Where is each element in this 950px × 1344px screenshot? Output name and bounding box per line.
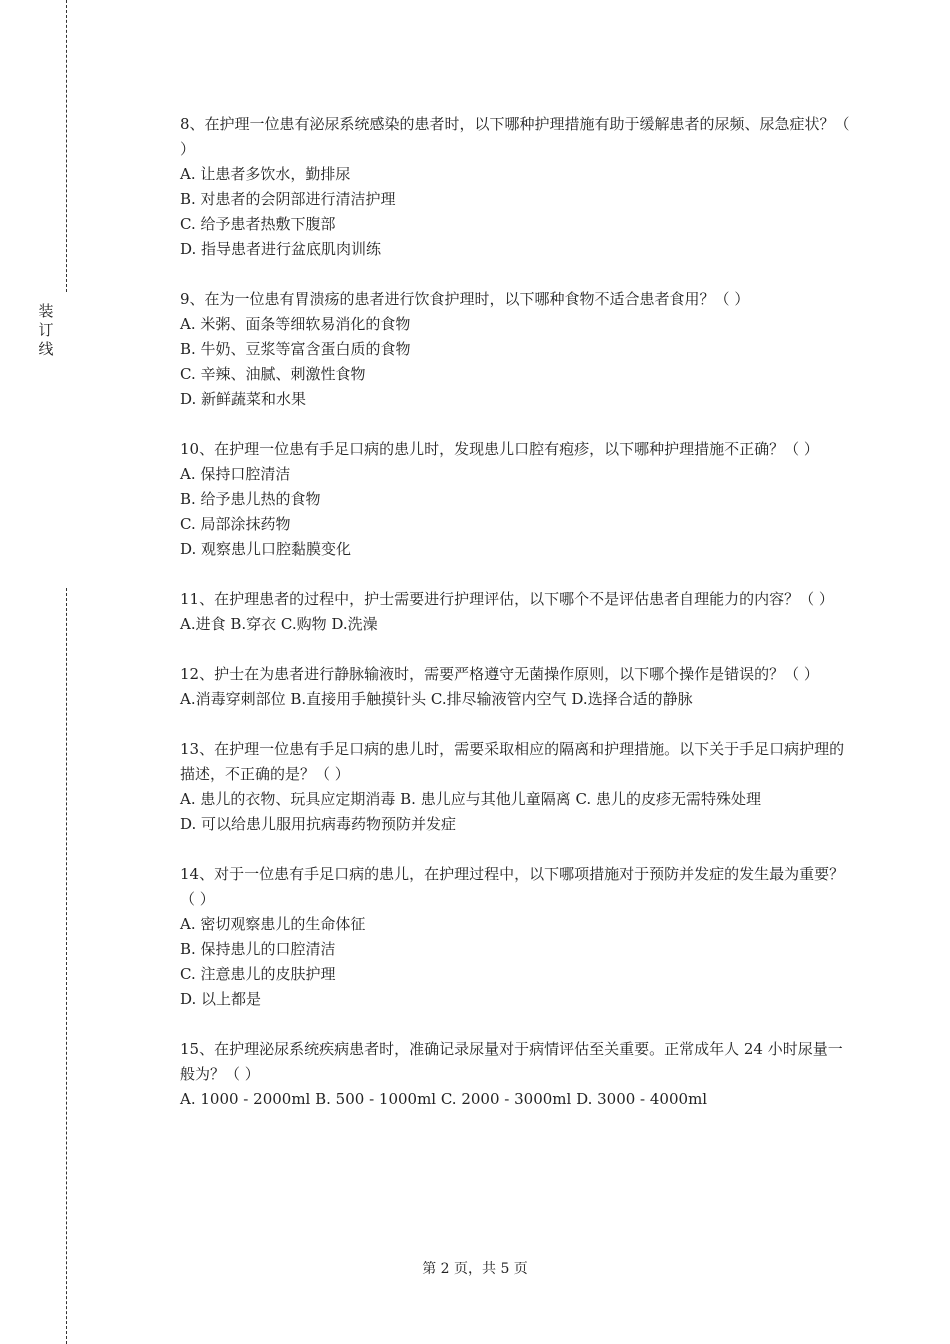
option-a: A. 米粥、面条等细软易消化的食物: [180, 315, 411, 333]
option-a: A. 让患者多饮水，勤排尿: [180, 165, 351, 183]
option-c: C. 给予患者热敷下腹部: [180, 215, 336, 233]
option-a: A. 保持口腔清洁: [180, 465, 291, 483]
option-b: B. 对患者的会阴部进行清洁护理: [180, 190, 396, 208]
question-stem: 15、在护理泌尿系统疾病患者时，准确记录尿量对于病情评估至关重要。正常成年人 24 小时尿量一般为？（ ）: [180, 1040, 843, 1083]
option-b: B. 保持患儿的口腔清洁: [180, 940, 336, 958]
option-d: D. 观察患儿口腔黏膜变化: [180, 540, 352, 558]
question-stem: 8、在护理一位患有泌尿系统感染的患者时，以下哪种护理措施有助于缓解患者的尿频、尿急症状？（ ）: [180, 115, 850, 158]
option-d: D. 指导患者进行盆底肌肉训练: [180, 240, 382, 258]
options-line: A. 1000 - 2000ml B. 500 - 1000ml C. 2000 - 3000ml D. 3000 - 4000ml: [180, 1090, 708, 1108]
page-footer: 第 2 页，共 5 页: [422, 1261, 528, 1277]
question-stem: 11、在护理患者的过程中，护士需要进行护理评估，以下哪个不是评估患者自理能力的内容？（ ）: [180, 590, 834, 608]
question-10: [180, 437, 852, 562]
binding-dashed-line-top: [66, 0, 67, 292]
question-13: [180, 737, 852, 837]
question-stem: 9、在为一位患有胃溃疡的患者进行饮食护理时，以下哪种食物不适合患者食用？（ ）: [180, 290, 750, 308]
question-stem: 10、在护理一位患有手足口病的患儿时，发现患儿口腔有疱疹，以下哪种护理措施不正确？（ ）: [180, 440, 819, 458]
options-line: A.进食 B.穿衣 C.购物 D.洗澡: [180, 615, 378, 633]
options-line: A.消毒穿刺部位 B.直接用手触摸针头 C.排尽输液管内空气 D.选择合适的静脉: [180, 690, 693, 708]
question-stem: 13、在护理一位患有手足口病的患儿时，需要采取相应的隔离和护理措施。以下关于手足口病护理的描述，不正确的是？（ ）: [180, 740, 845, 783]
option-b: B. 给予患儿热的食物: [180, 490, 321, 508]
option-b: B. 牛奶、豆浆等富含蛋白质的食物: [180, 340, 411, 358]
options-line: A. 患儿的衣物、玩具应定期消毒 B. 患儿应与其他儿童隔离 C. 患儿的皮疹无需特殊处理: [180, 790, 761, 808]
question-11: [180, 587, 852, 637]
question-8: [180, 112, 852, 262]
question-12: [180, 662, 852, 712]
question-9: [180, 287, 852, 412]
option-d: D. 可以给患儿服用抗病毒药物预防并发症: [180, 815, 457, 833]
question-14: [180, 862, 852, 1012]
question-stem: 12、护士在为患者进行静脉输液时，需要严格遵守无菌操作原则，以下哪个操作是错误的？（ ）: [180, 665, 819, 683]
option-c: C. 辛辣、油腻、刺激性食物: [180, 365, 366, 383]
binding-label-char: 线: [38, 340, 54, 358]
question-list: [180, 112, 852, 1137]
binding-line-label: [36, 302, 56, 359]
option-d: D. 新鲜蔬菜和水果: [180, 390, 307, 408]
option-d: D. 以上都是: [180, 990, 262, 1008]
option-c: C. 注意患儿的皮肤护理: [180, 965, 336, 983]
option-c: C. 局部涂抹药物: [180, 515, 291, 533]
binding-label-char: 装: [38, 302, 54, 320]
question-15: [180, 1037, 852, 1112]
binding-label-char: 订: [38, 321, 54, 339]
option-a: A. 密切观察患儿的生命体征: [180, 915, 366, 933]
binding-dashed-line-bottom: [66, 588, 67, 1344]
question-stem: 14、对于一位患有手足口病的患儿，在护理过程中，以下哪项措施对于预防并发症的发生最为重要？（ ）: [180, 865, 845, 908]
